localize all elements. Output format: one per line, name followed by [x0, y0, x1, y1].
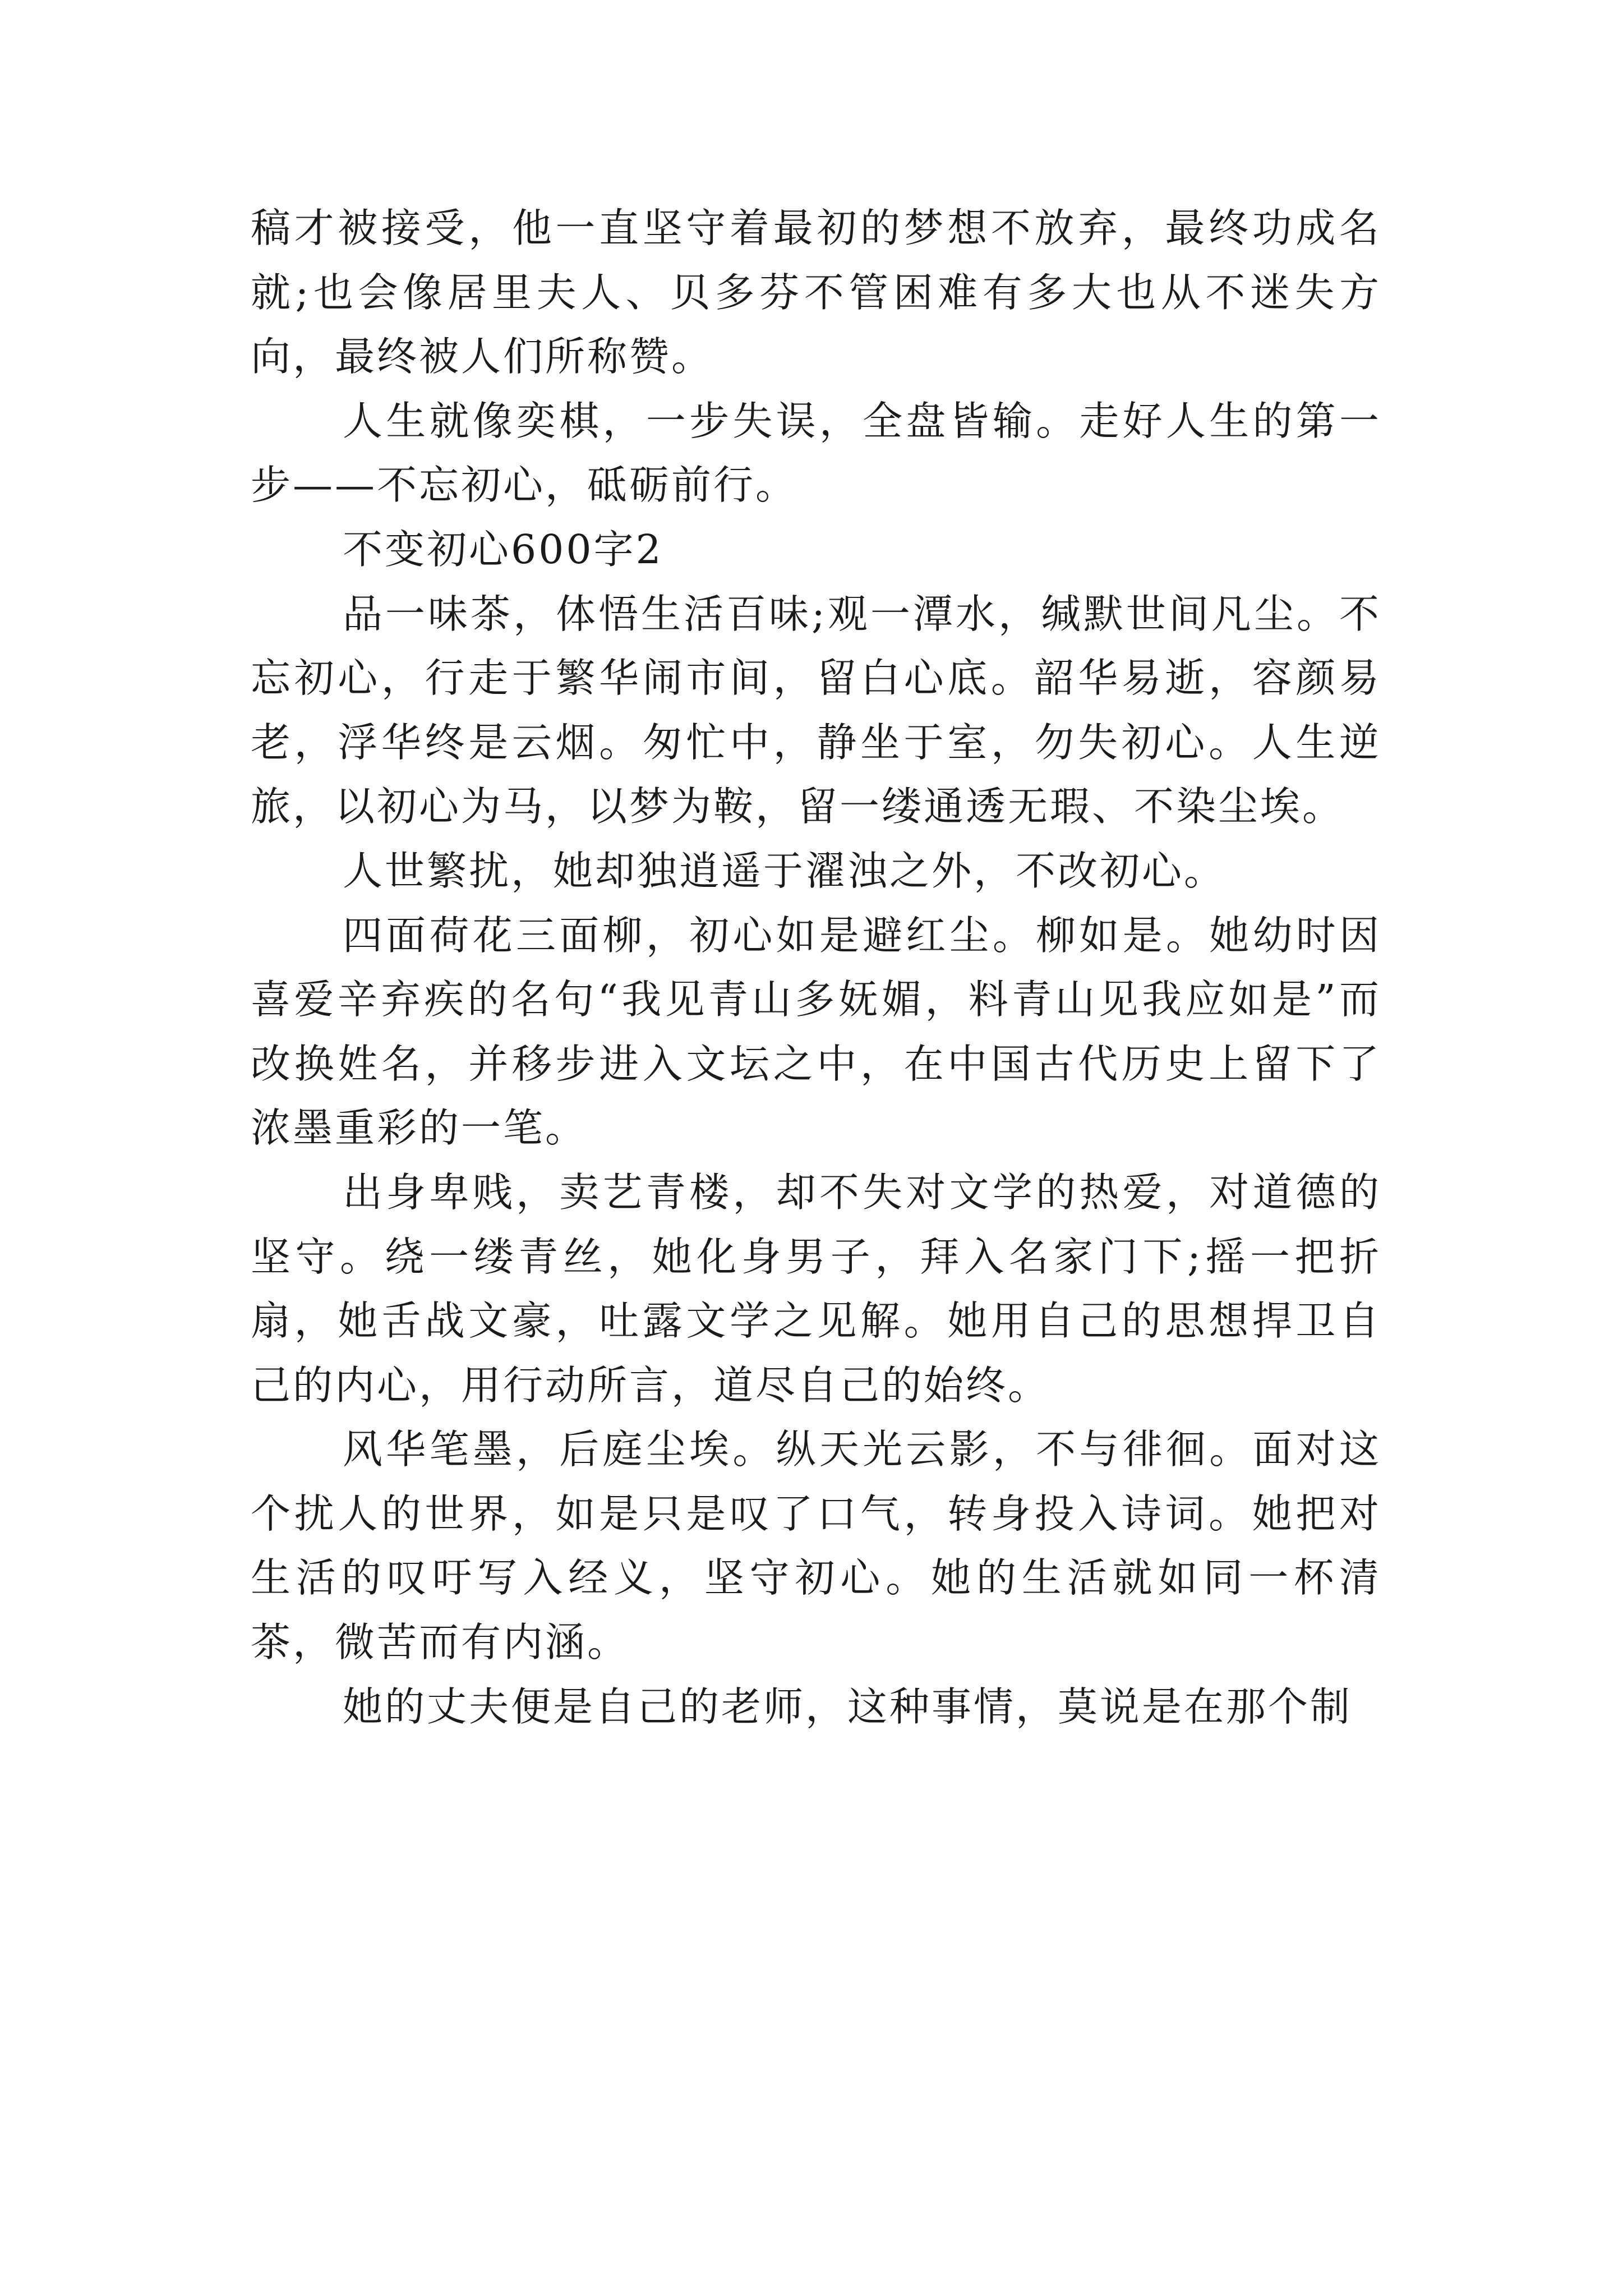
paragraph: 四面荷花三面柳，初心如是避红尘。柳如是。她幼时因喜爱辛弃疾的名句“我见青山多妩媚，料青山见我应如是”而改换姓名，并移步进入文坛之中，在中国古代历史上留下了浓墨重彩的一笔。	[251, 912, 1381, 1152]
paragraph: 风华笔墨，后庭尘埃。纵天光云影，不与徘徊。面对这个扰人的世界，如是只是叹了口气，转身投入诗词。她把对生活的叹吁写入经义，坚守初心。她的生活就如同一杯清茶，微苦而有内涵。	[251, 1426, 1381, 1666]
section-heading: 不变初心600字2	[343, 526, 663, 573]
paragraph: 稿才被接受，他一直坚守着最初的梦想不放弃，最终功成名就;也会像居里夫人、贝多芬不管困难有多大也从不迷失方向，最终被人们所称赞。	[251, 205, 1381, 380]
paragraph: 品一味茶，体悟生活百味;观一潭水，缄默世间凡尘。不忘初心，行走于繁华闹市间，留白心底。韶华易逝，容颜易老，浮华终是云烟。匆忙中，静坐于室，勿失初心。人生逆旅，以初心为马，以梦为鞍，留一缕通透无瑕、不染尘埃。	[251, 590, 1381, 830]
document-body	[251, 196, 1381, 1739]
paragraph: 人生就像奕棋，一步失误，全盘皆输。走好人生的第一步——不忘初心，砥砺前行。	[251, 397, 1381, 509]
paragraph: 人世繁扰，她却独逍遥于濯浊之外，不改初心。	[343, 847, 1227, 894]
paragraph: 她的丈夫便是自己的老师，这种事情，莫说是在那个制	[343, 1683, 1353, 1730]
paragraph: 出身卑贱，卖艺青楼，却不失对文学的热爱，对道德的坚守。绕一缕青丝，她化身男子，拜入名家门下;摇一把折扇，她舌战文豪，吐露文学之见解。她用自己的思想捍卫自己的内心，用行动所言，道尽自己的始终。	[251, 1168, 1381, 1409]
